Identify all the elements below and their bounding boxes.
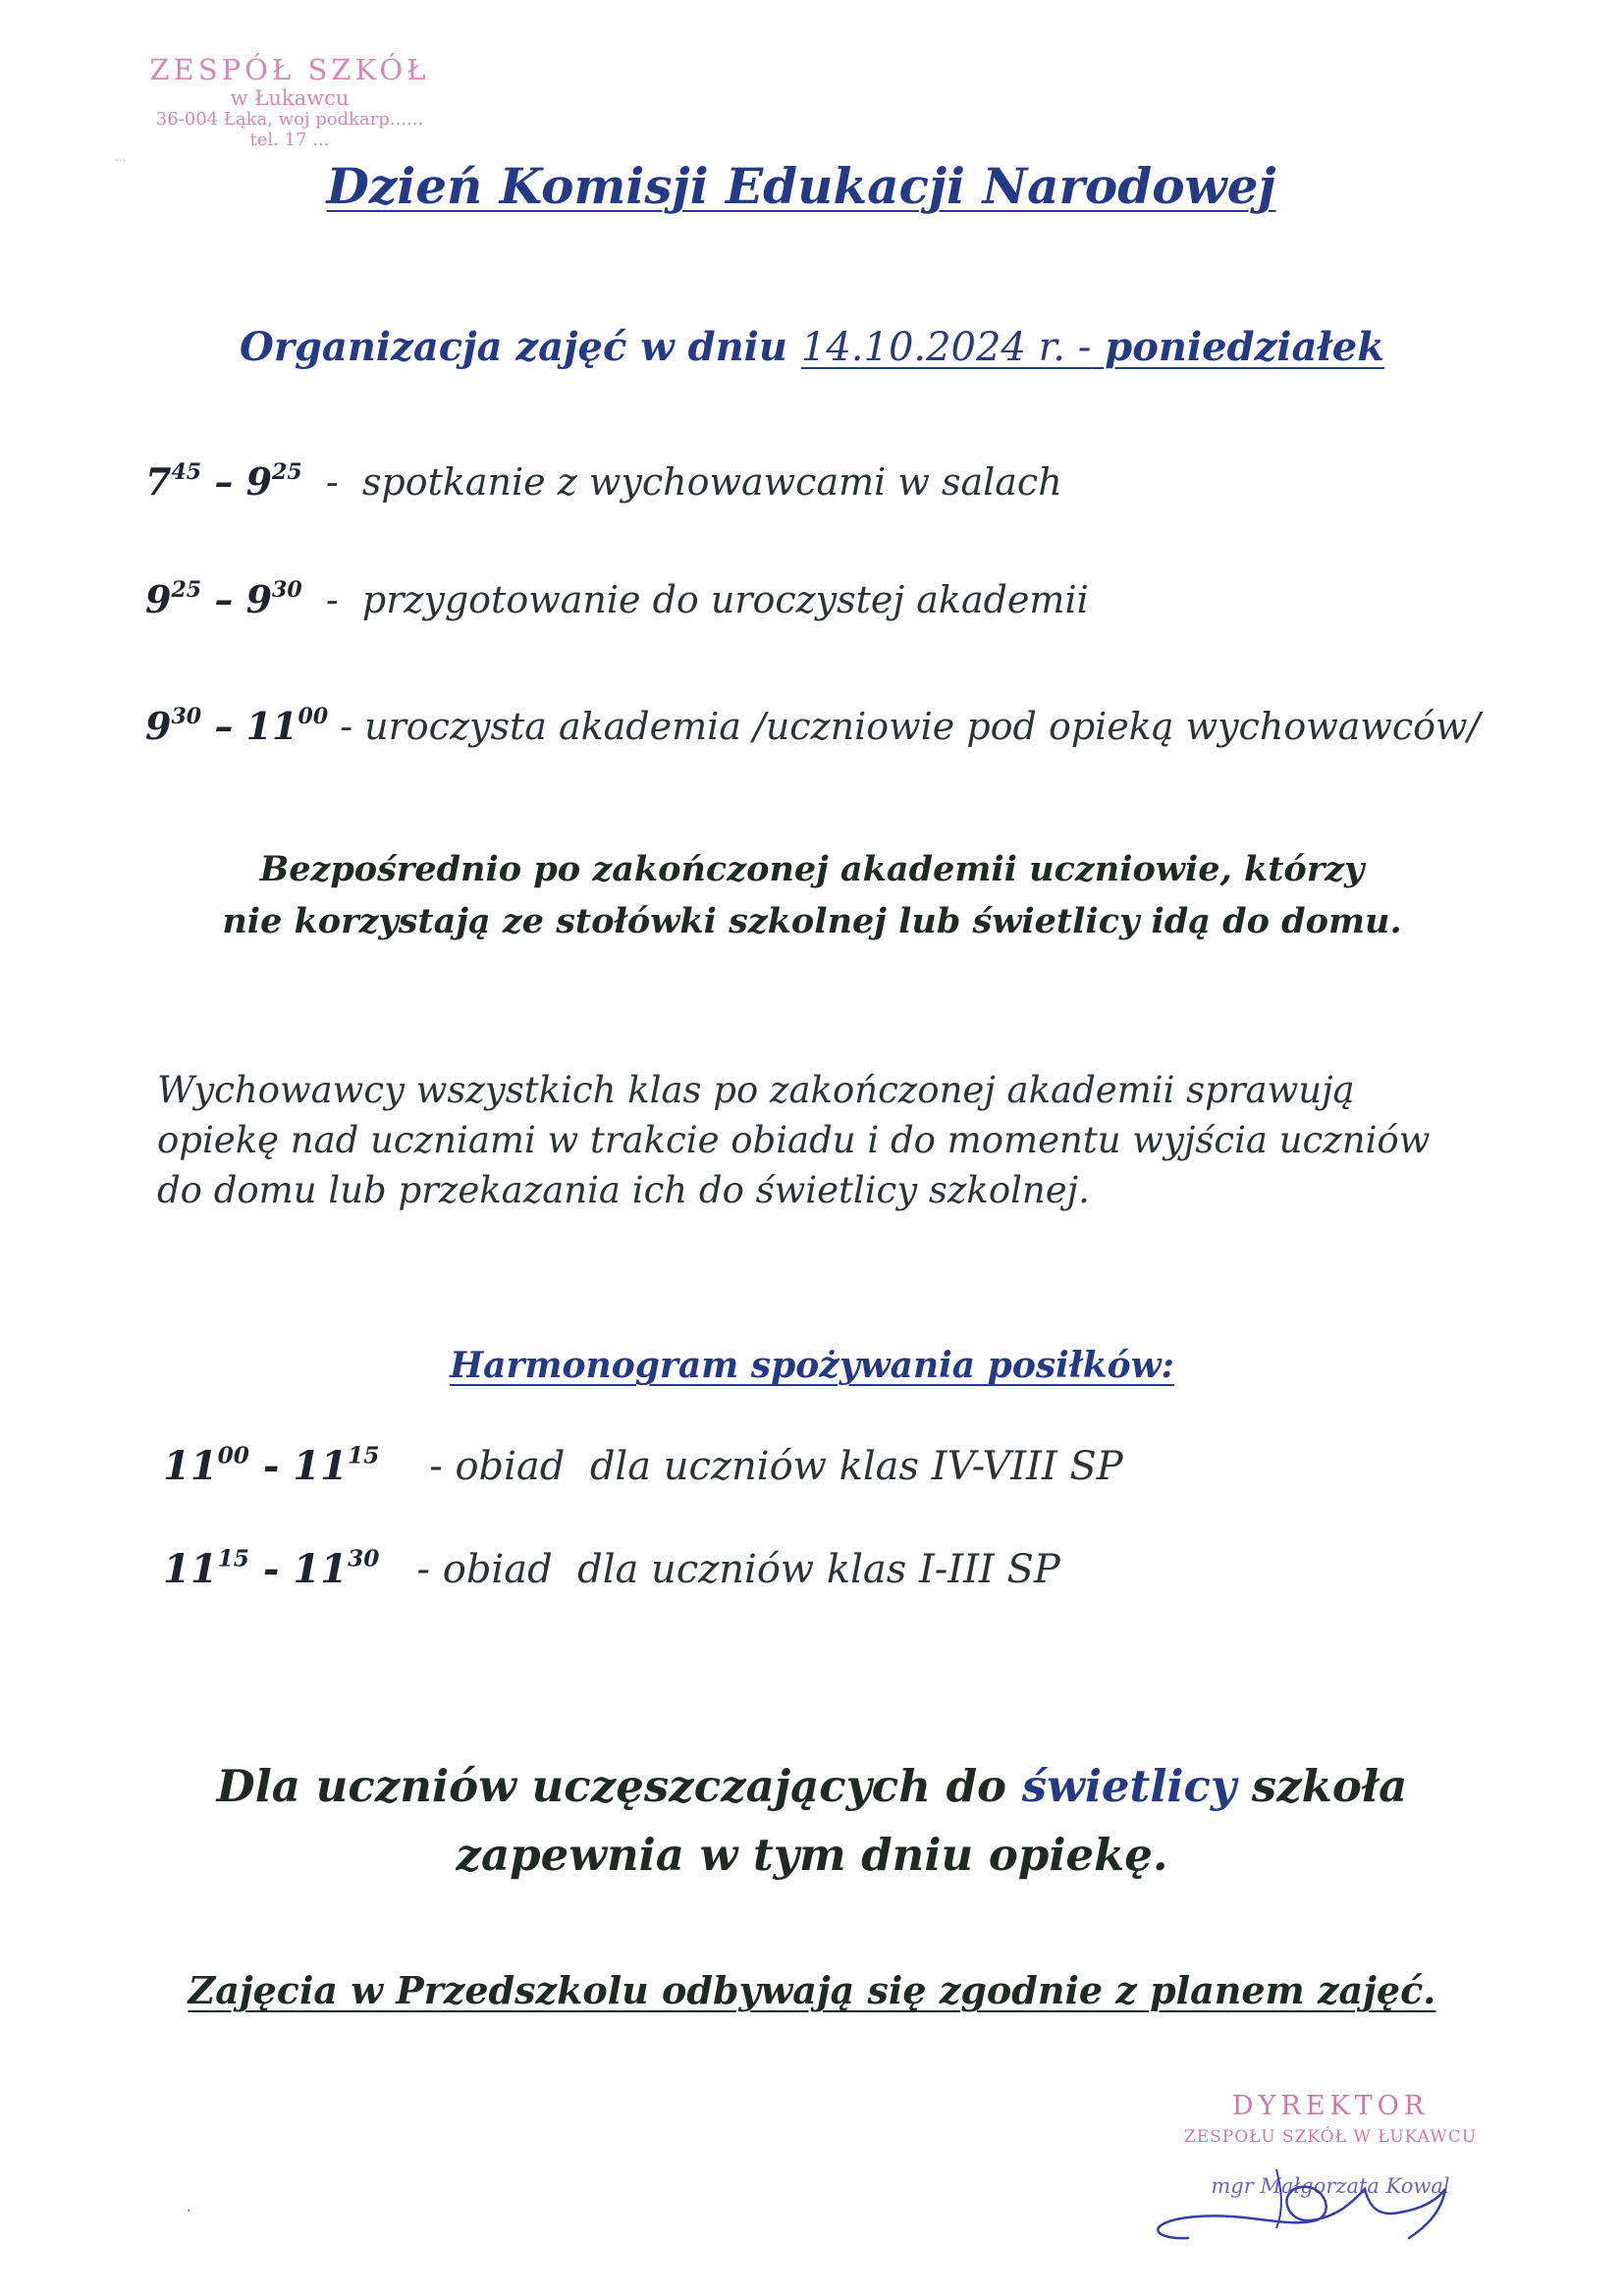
- director-title: DYREKTOR: [1231, 2091, 1430, 2121]
- notice1-line1: Bezpośrednio po zakończonej akademii uczniowie, którzy: [259, 849, 1365, 889]
- meal-desc: - obiad dla uczniów klas I-III SP: [379, 1547, 1060, 1592]
- schedule-desc: uroczysta akademia /uczniowie pod opieką wychowawców/: [364, 705, 1481, 748]
- notice1-line2: nie korzystają ze stołówki szkolnej lub świetlicy idą do domu.: [222, 900, 1402, 941]
- subtitle-prefix: Organizacja zajęć w dniu: [240, 324, 801, 370]
- harmonogram-heading: Harmonogram spożywania posiłków:: [450, 1345, 1174, 1386]
- subtitle-date: 14.10.2024 r. -: [800, 325, 1092, 370]
- director-name: mgr Małgorzata Kowal: [1211, 2174, 1450, 2198]
- paragraph-line: do domu lub przekazania ich do świetlicy szkolnej.: [157, 1169, 1090, 1212]
- notice2-line1: Dla uczniów uczęszczających do świetlicy szkoła: [216, 1760, 1408, 1812]
- swietlica-notice: [0, 1752, 1624, 1890]
- paragraph-line: Wychowawcy wszystkich klas po zakończonej akademii sprawują: [157, 1069, 1355, 1111]
- school-stamp: [103, 54, 476, 165]
- schedule-row: $9^{25} - 9^{30}$ - przygotowanie do uroczystej akademii: [145, 577, 1089, 621]
- director-signature: [1129, 2130, 1463, 2258]
- meal-desc: - obiad dla uczniów klas IV-VIII SP: [379, 1444, 1123, 1489]
- director-org: ZESPOŁU SZKÓŁ W ŁUKAWCU: [1183, 2127, 1478, 2147]
- przedszkole-notice: Zajęcia w Przedszkolu odbywają się zgodnie z planem zajęć.: [188, 1968, 1436, 2012]
- subtitle-day: poniedziałek: [1091, 324, 1384, 370]
- swietlica-highlight: świetlicy: [1021, 1760, 1237, 1812]
- wychowawcy-paragraph: [157, 1065, 1551, 1215]
- subtitle: [0, 324, 1624, 370]
- schedule-desc: przygotowanie do uroczystej akademii: [361, 578, 1089, 621]
- stamp-line-3: 36-004 Łąka, woj podkarp......: [155, 109, 424, 131]
- stamp-line-1: ZESPÓŁ SZKÓŁ: [149, 53, 430, 86]
- stamp-line-4: tel. 17 ...: [249, 130, 330, 151]
- scan-speck: ·: [187, 2204, 191, 2219]
- schedule-desc: spotkanie z wychowawcami w salach: [361, 460, 1062, 504]
- meal-row: $11^{15} - 11^{30}$ - obiad dla uczniów klas I-III SP: [163, 1545, 1060, 1592]
- page-title: Dzień Komisji Edukacji Narodowej: [326, 157, 1276, 215]
- paragraph-line: opiekę nad uczniami w trakcie obiadu i do momentu wyjścia uczniów: [157, 1119, 1431, 1162]
- meal-row: $11^{00} - 11^{15}$ - obiad dla uczniów klas IV-VIII SP: [163, 1442, 1123, 1489]
- schedule-row: $7^{45} - 9^{25}$ - spotkanie z wychowawcami w salach: [145, 459, 1062, 504]
- stamp-line-5: ...: [115, 149, 127, 164]
- schedule-row: $9^{30} - 11^{00}$ - uroczysta akademia /uczniowie pod opieką wychowawców/: [145, 704, 1481, 748]
- notice2-line2: zapewnia w tym dniu opiekę.: [456, 1828, 1168, 1881]
- stamp-line-2: w Łukawcu: [230, 86, 350, 111]
- notice-after-akademia: [0, 844, 1624, 947]
